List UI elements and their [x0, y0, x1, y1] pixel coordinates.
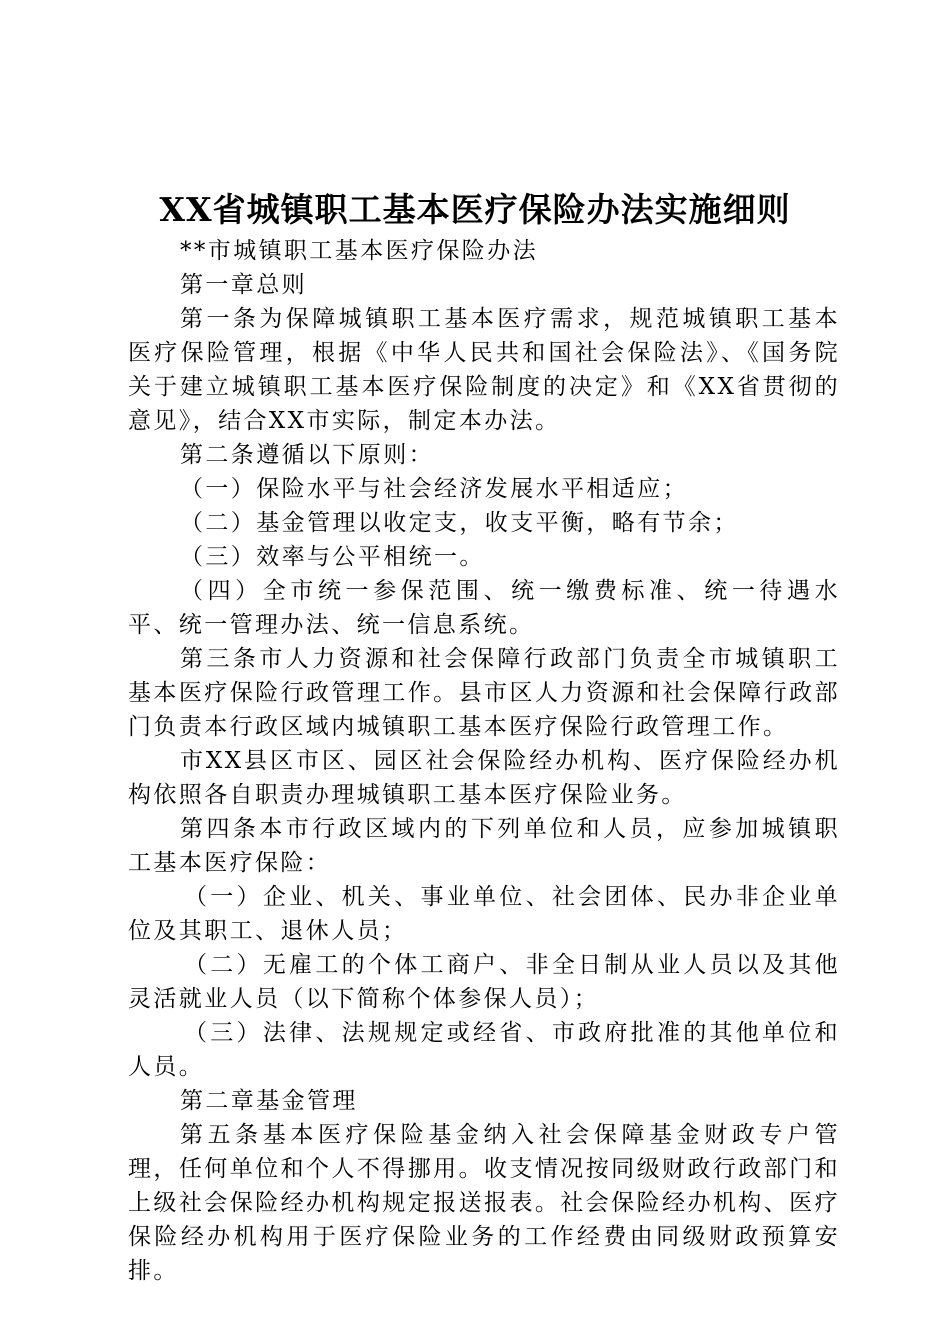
list-item: （一）企业、机关、事业单位、社会团体、民办非企业单位及其职工、退休人员； — [128, 884, 840, 944]
chapter-heading: 第二章基金管理 — [180, 1088, 358, 1114]
list-item: （三）法律、法规规定或经省、市政府批准的其他单位和人员。 — [128, 1020, 840, 1080]
article-paragraph: 第五条基本医疗保险基金纳入社会保障基金财政专户管理，任何单位和个人不得挪用。收支情况按同级财政行政部门和上级社会保险经办机构规定报送报表。社会保险经办机构、医疗保险经办机构用于医疗保险业务的工作经费由同级财政预算安排。 — [128, 1122, 840, 1284]
list-item: （二）基金管理以收定支，收支平衡，略有节余； — [180, 510, 739, 536]
paragraph-subtitle: **市城镇职工基本医疗保险办法 — [180, 238, 538, 264]
list-item: （二）无雇工的个体工商户、非全日制从业人员以及其他灵活就业人员（以下简称个体参保人员）； — [128, 952, 840, 1012]
article-paragraph: 第四条本市行政区域内的下列单位和人员，应参加城镇职工基本医疗保险： — [128, 816, 840, 876]
list-item: （四）全市统一参保范围、统一缴费标准、统一待遇水平、统一管理办法、统一信息系统。 — [128, 578, 840, 638]
chapter-heading: 第一章总则 — [180, 272, 307, 298]
article-paragraph: 第三条市人力资源和社会保障行政部门负责全市城镇职工基本医疗保险行政管理工作。县市区人力资源和社会保障行政部门负责本行政区域内城镇职工基本医疗保险行政管理工作。 — [128, 646, 840, 740]
list-item: （一）保险水平与社会经济发展水平相适应； — [180, 476, 688, 502]
list-item: （三）效率与公平相统一。 — [180, 544, 485, 570]
document-body — [128, 234, 840, 1288]
document-title: XX省城镇职工基本医疗保险办法实施细则 — [159, 190, 791, 229]
article-paragraph: 市XX县区市区、园区社会保险经办机构、医疗保险经办机构依照各自职责办理城镇职工基本医疗保险业务。 — [128, 748, 840, 808]
article-paragraph: 第二条遵循以下原则： — [180, 442, 434, 468]
article-paragraph: 第一条为保障城镇职工基本医疗需求，规范城镇职工基本医疗保险管理，根据《中华人民共和国社会保险法》、《国务院关于建立城镇职工基本医疗保险制度的决定》和《XX省贯彻的意见》，结合XX市实际，制定本办法。 — [128, 306, 840, 434]
